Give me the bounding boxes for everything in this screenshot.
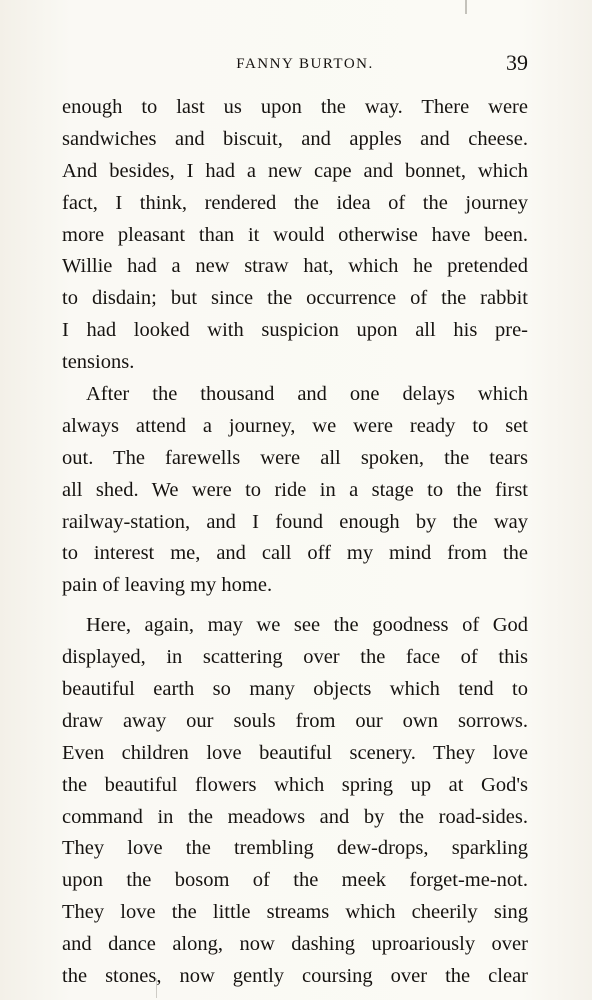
- text-line: Willie had a new straw hat, which he pretended: [62, 255, 528, 278]
- text-line: sandwiches and biscuit, and apples and cheese.: [62, 127, 528, 150]
- text-line: And besides, I had a new cape and bonnet, which: [62, 159, 528, 182]
- text-line: I had looked with suspicion upon all his pre-: [62, 319, 528, 342]
- text-line: pain of leaving my home.: [62, 574, 273, 597]
- page-edge-mark: [156, 978, 157, 998]
- page-header: [62, 50, 528, 86]
- paragraph-gap: [62, 602, 528, 610]
- text-line: to interest me, and call off my mind from the: [62, 542, 528, 565]
- text-line: more pleasant than it would otherwise have been.: [62, 223, 528, 246]
- text-line: draw away our souls from our own sorrows.: [62, 709, 528, 732]
- text-line: the beautiful flowers which spring up at God's: [62, 773, 528, 796]
- text-line: Here, again, may we see the goodness of God: [86, 614, 528, 637]
- text-line: all shed. We were to ride in a stage to the first: [62, 478, 528, 501]
- page-number: 39: [506, 50, 528, 75]
- text-line: They love the little streams which cheerily sing: [62, 901, 528, 924]
- page-edge-mark: [465, 0, 467, 14]
- text-line: to disdain; but since the occurrence of the rabbit: [62, 287, 528, 310]
- text-line: always attend a journey, we were ready to set: [62, 414, 528, 437]
- text-line: displayed, in scattering over the face of this: [62, 646, 528, 669]
- text-line: beautiful earth so many objects which tend to: [62, 678, 528, 701]
- text-line: fact, I think, rendered the idea of the journey: [62, 191, 528, 214]
- text-line: enough to last us upon the way. There were: [62, 96, 528, 118]
- text-line: Even children love beautiful scenery. They love: [62, 741, 528, 764]
- text-line: command in the meadows and by the road-sides.: [62, 805, 528, 828]
- text-line: and dance along, now dashing uproariously over: [62, 933, 528, 956]
- paragraph: [62, 92, 528, 379]
- text-line: After the thousand and one delays which: [86, 383, 528, 406]
- text-line: tensions.: [62, 351, 135, 374]
- body-text: [62, 92, 528, 993]
- paragraph: [62, 379, 528, 602]
- text-line: out. The farewells were all spoken, the tears: [62, 446, 528, 469]
- text-line: railway-station, and I found enough by the way: [62, 510, 528, 533]
- text-line: the stones, now gently coursing over the clear: [62, 965, 528, 988]
- text-line: upon the bosom of the meek forget-me-not.: [62, 869, 528, 892]
- paragraph: [62, 610, 528, 993]
- running-title: FANNY BURTON.: [236, 56, 374, 72]
- text-line: They love the trembling dew-drops, sparkling: [62, 837, 528, 860]
